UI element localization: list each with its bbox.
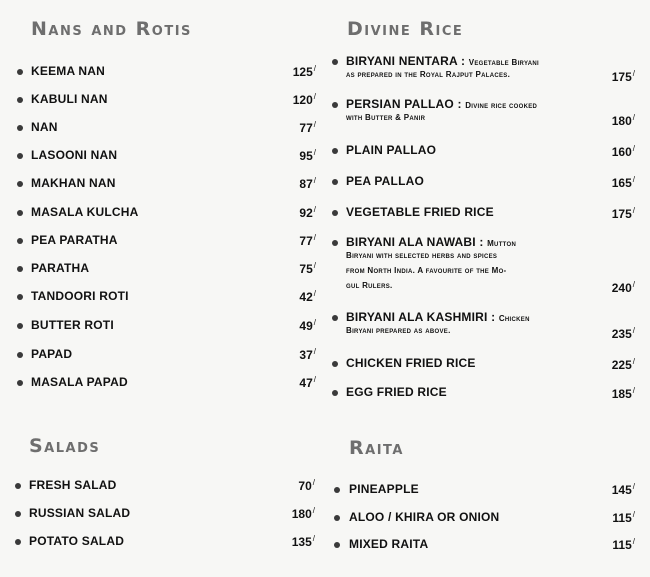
item-price: 175/ xyxy=(611,206,635,221)
item-price: 225/ xyxy=(611,357,635,372)
section-title-raita: Raita xyxy=(349,437,404,459)
bullet-icon xyxy=(334,515,340,521)
item-price: 160/ xyxy=(611,144,635,159)
item-description: from North India. A favourite of the Mo- xyxy=(346,266,507,275)
bullet-icon xyxy=(334,487,340,493)
item-price: 92/ xyxy=(299,205,316,220)
item-name: BUTTER ROTI xyxy=(31,318,114,332)
item-price: 185/ xyxy=(611,386,635,401)
item-price: 175/ xyxy=(611,69,635,84)
section-title-nans: Nans and Rotis xyxy=(31,18,192,40)
item-price: 87/ xyxy=(299,176,316,191)
item-name: MIXED RAITA xyxy=(349,537,429,551)
bullet-icon xyxy=(334,542,340,548)
item-name: NAN xyxy=(31,120,58,134)
item-name: POTATO SALAD xyxy=(29,534,125,548)
item-description: with Butter & Panir xyxy=(346,113,426,122)
item-name: CHICKEN FRIED RICE xyxy=(346,356,476,370)
item-price: 47/ xyxy=(299,375,316,390)
item-name: BIRYANI ALA NAWABI : Mutton xyxy=(346,235,517,249)
item-name: MAKHAN NAN xyxy=(31,176,116,190)
item-description: Biryani prepared as above. xyxy=(346,326,451,335)
item-name: VEGETABLE FRIED RICE xyxy=(346,205,494,219)
item-price: 120/ xyxy=(292,92,316,107)
section-title-rice: Divine Rice xyxy=(347,18,464,40)
item-name: FRESH SALAD xyxy=(29,478,117,492)
item-price: 145/ xyxy=(611,482,635,497)
item-price: 125/ xyxy=(292,64,316,79)
item-price: 235/ xyxy=(611,326,635,341)
item-name: ALOO / KHIRA OR ONION xyxy=(349,510,500,524)
item-price: 180/ xyxy=(291,506,315,521)
item-name: PLAIN PALLAO xyxy=(346,143,437,157)
item-price: 115/ xyxy=(612,537,635,552)
item-price: 42/ xyxy=(299,289,316,304)
item-name: KEEMA NAN xyxy=(31,64,106,78)
section-title-salads: Salads xyxy=(29,435,101,457)
item-price: 37/ xyxy=(299,347,316,362)
item-name: MASALA KULCHA xyxy=(31,205,139,219)
item-price: 77/ xyxy=(299,120,316,135)
item-description: gul Rulers. xyxy=(346,281,393,290)
item-price: 115/ xyxy=(612,510,635,525)
item-price: 70/ xyxy=(298,478,315,493)
item-name: EGG FRIED RICE xyxy=(346,385,447,399)
item-price: 49/ xyxy=(299,318,316,333)
item-name: PERSIAN PALLAO : Divine rice cooked xyxy=(346,97,538,111)
item-price: 75/ xyxy=(299,261,316,276)
item-price: 95/ xyxy=(299,148,316,163)
item-name: MASALA PAPAD xyxy=(31,375,128,389)
item-name: TANDOORI ROTI xyxy=(31,289,129,303)
item-price: 240/ xyxy=(611,280,635,295)
item-name: PEA PARATHA xyxy=(31,233,118,247)
item-name: PAPAD xyxy=(31,347,73,361)
item-price: 77/ xyxy=(299,233,316,248)
item-name: KABULI NAN xyxy=(31,92,108,106)
item-name: LASOONI NAN xyxy=(31,148,118,162)
item-price: 135/ xyxy=(291,534,315,549)
item-name: PARATHA xyxy=(31,261,90,275)
item-price: 180/ xyxy=(611,113,635,128)
item-name: BIRYANI NENTARA : Vegetable Biryani xyxy=(346,54,539,68)
item-name: PEA PALLAO xyxy=(346,174,425,188)
item-name: PINEAPPLE xyxy=(349,482,419,496)
item-name: BIRYANI ALA KASHMIRI : Chicken xyxy=(346,310,530,324)
item-description: as prepared in the Royal Rajput Palaces. xyxy=(346,70,511,79)
item-price: 165/ xyxy=(611,175,635,190)
item-description: Biryani with selected herbs and spices xyxy=(346,251,498,260)
item-name: RUSSIAN SALAD xyxy=(29,506,131,520)
